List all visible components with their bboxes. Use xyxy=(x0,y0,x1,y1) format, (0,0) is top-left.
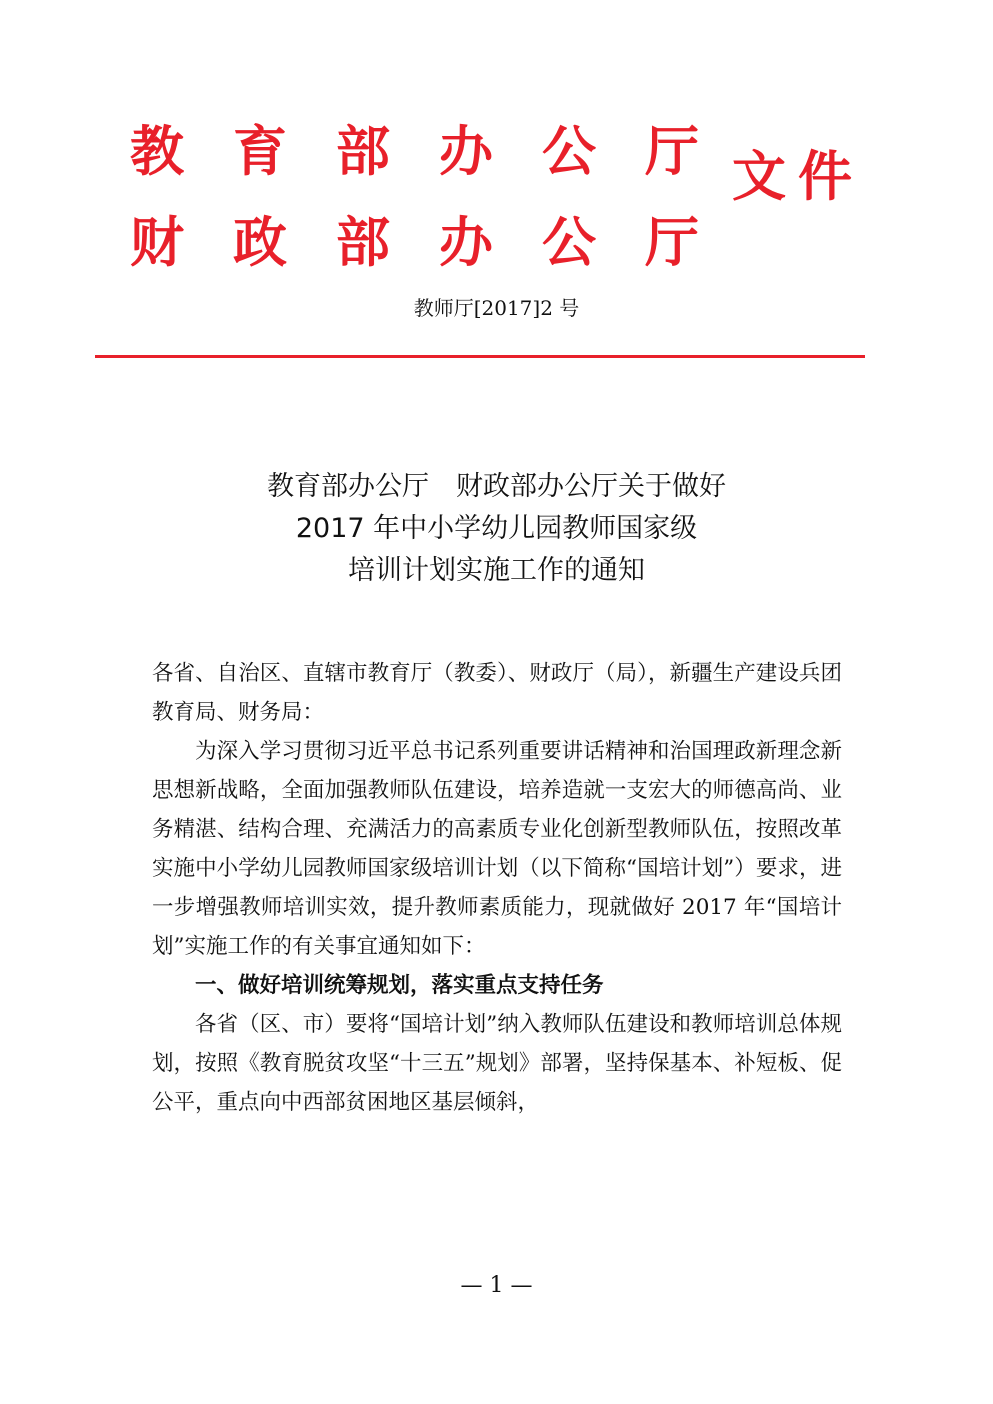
salutation: 各省、自治区、直辖市教育厅（教委）、财政厅（局），新疆生产建设兵团教育局、财务局： xyxy=(152,661,842,725)
issuer-line-1: 教育部办公厅 xyxy=(130,120,748,183)
document-body xyxy=(152,654,842,1122)
document-number: 教师厅[2017]2 号 xyxy=(413,296,580,320)
issuer-line-2: 财政部办公厅 xyxy=(130,211,748,274)
title-line-3: 培训计划实施工作的通知 xyxy=(348,555,645,586)
section-1-heading: 一、做好培训统筹规划，落实重点支持任务 xyxy=(195,973,604,998)
page-number: — 1 — xyxy=(460,1273,533,1298)
section-1-paragraph: 各省（区、市）要将“国培计划”纳入教师队伍建设和教师培训总体规划，按照《教育脱贫攻坚“十三五”规划》部署，坚持保基本、补短板、促公平，重点向中西部贫困地区基层倾斜， xyxy=(152,1012,842,1115)
document-title xyxy=(0,466,993,592)
red-separator-line xyxy=(95,355,865,358)
document-kind: 文件 xyxy=(732,145,864,208)
title-line-1: 教育部办公厅 财政部办公厅关于做好 xyxy=(267,471,726,502)
title-line-2: 2017 年中小学幼儿园教师国家级 xyxy=(295,513,698,544)
intro-paragraph: 为深入学习贯彻习近平总书记系列重要讲话精神和治国理政新理念新思想新战略，全面加强教师队伍建设，培养造就一支宏大的师德高尚、业务精湛、结构合理、充满活力的高素质专业化创新型教师队伍，按照改革实施中小学幼儿园教师国家级培训计划（以下简称“国培计划”）要求，进一步增强教师培训实效，提升教师素质能力，现就做好 2017 年“国培计划”实施工作的有关事宜通知如下： xyxy=(152,739,842,959)
